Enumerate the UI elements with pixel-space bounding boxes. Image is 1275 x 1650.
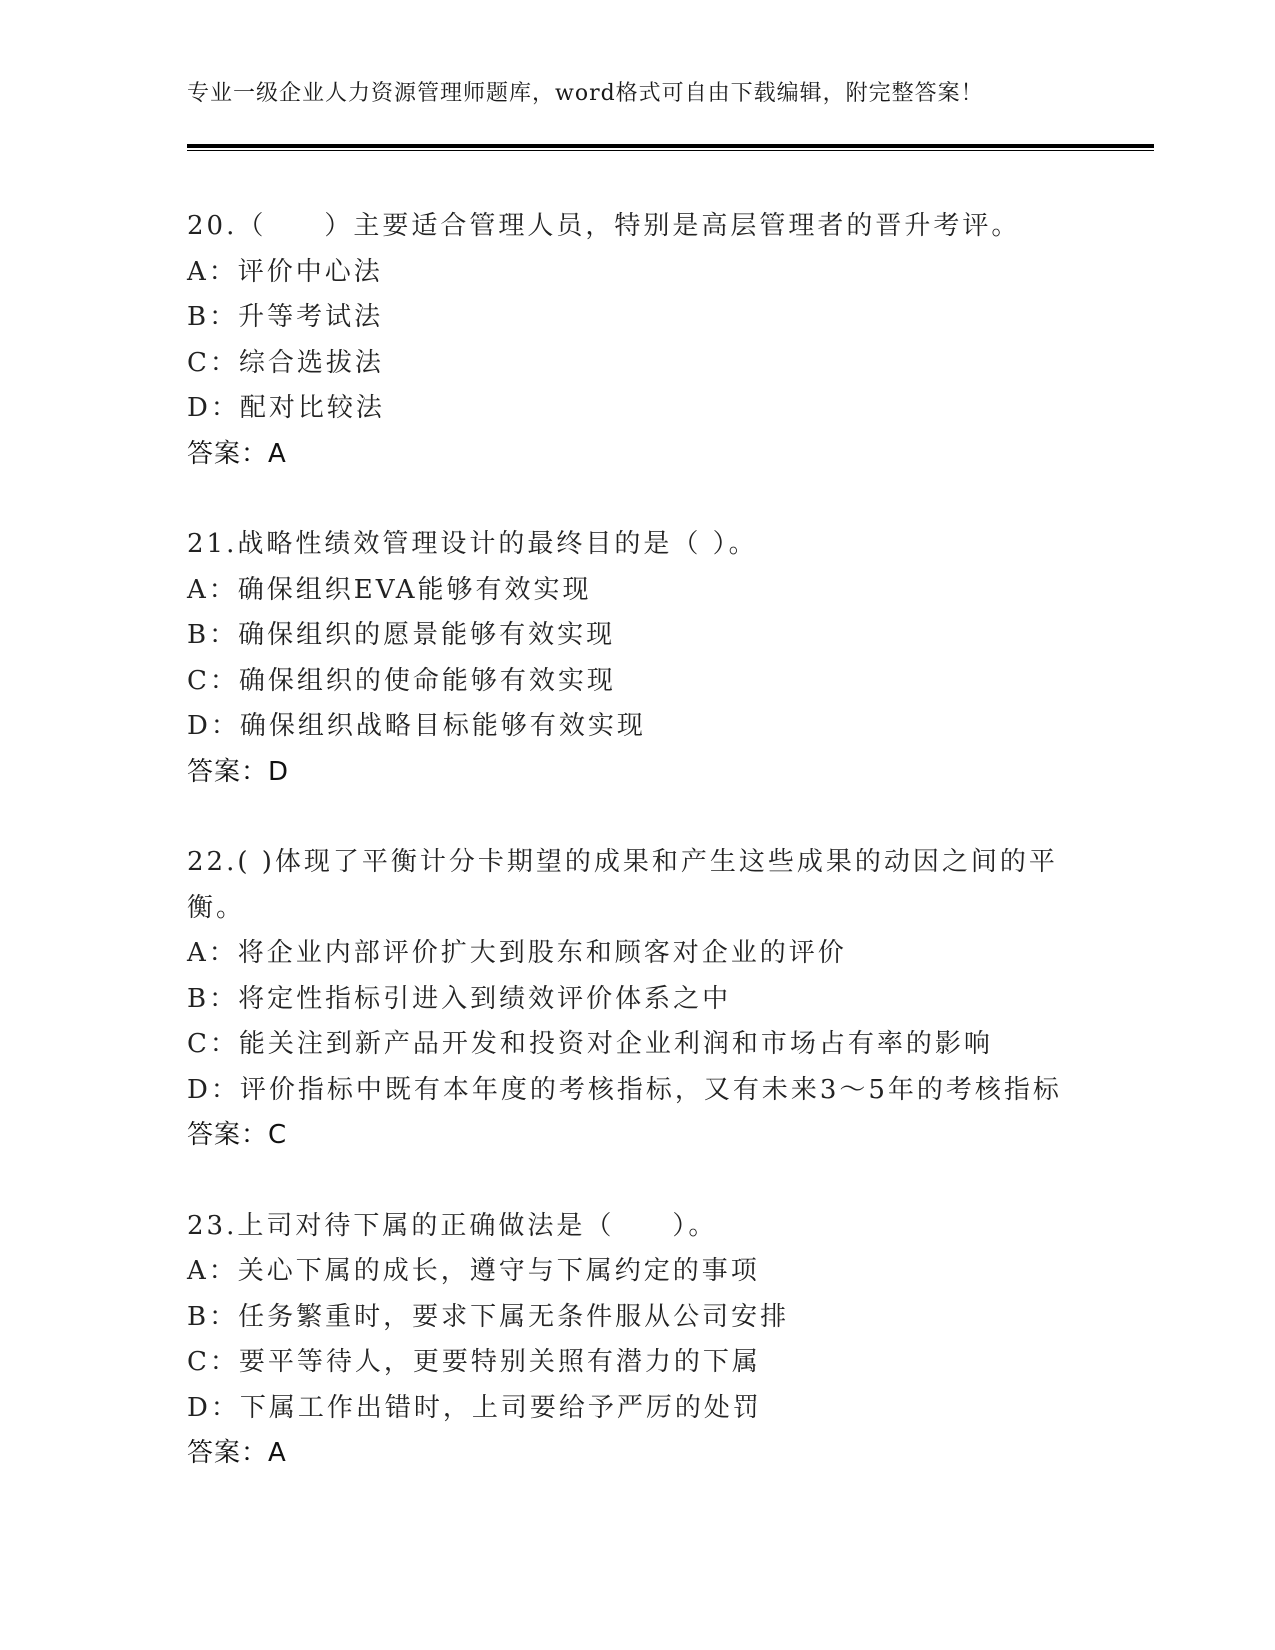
option-c: C：确保组织的使命能够有效实现	[187, 665, 616, 696]
option-b: B：升等考试法	[187, 302, 384, 332]
question-23	[187, 1204, 1067, 1477]
option-b: B：确保组织的愿景能够有效实现	[187, 620, 616, 650]
option-d: D：评价指标中既有本年度的考核指标，又有未来3～5年的考核指标	[187, 1074, 1062, 1105]
header-divider	[187, 144, 1154, 148]
question-stem: 23.上司对待下属的正确做法是（ ）。	[187, 1210, 718, 1241]
option-b: B：将定性指标引进入到绩效评价体系之中	[187, 983, 732, 1014]
option-b: B：任务繁重时，要求下属无条件服从公司安排	[187, 1301, 790, 1332]
page-header: 专业一级企业人力资源管理师题库，word格式可自由下载编辑，附完整答案！	[187, 81, 984, 106]
answer: 答案：A	[187, 1438, 287, 1468]
option-a: A：确保组织EVA能够有效实现	[187, 574, 592, 605]
option-a: A：评价中心法	[187, 256, 383, 287]
option-c: C：综合选拔法	[187, 347, 384, 378]
option-d: D：确保组织战略目标能够有效实现	[187, 711, 646, 741]
option-d: D：配对比较法	[187, 393, 385, 423]
answer: 答案：A	[187, 438, 287, 469]
question-stem: 21.战略性绩效管理设计的最终目的是（ ）。	[187, 529, 758, 559]
answer: 答案：C	[187, 1120, 288, 1150]
option-a: A：关心下属的成长，遵守与下属约定的事项	[187, 1256, 760, 1286]
question-stem: 22.( )体现了平衡计分卡期望的成果和产生这些成果的动因之间的平衡。	[187, 847, 1058, 923]
question-20	[187, 204, 1067, 477]
option-d: D：下属工作出错时，上司要给予严厉的处罚	[187, 1392, 762, 1423]
question-stem: 20.（ ）主要适合管理人员，特别是高层管理者的晋升考评。	[187, 211, 1021, 241]
question-22	[187, 840, 1067, 1159]
option-a: A：将企业内部评价扩大到股东和顾客对企业的评价	[187, 938, 847, 968]
header-divider-thin	[187, 150, 1154, 151]
answer: 答案：D	[187, 756, 290, 787]
question-list	[187, 204, 1067, 1522]
option-c: C：要平等待人，更要特别关照有潜力的下属	[187, 1347, 761, 1377]
option-c: C：能关注到新产品开发和投资对企业利润和市场占有率的影响	[187, 1029, 993, 1059]
question-21	[187, 522, 1067, 795]
